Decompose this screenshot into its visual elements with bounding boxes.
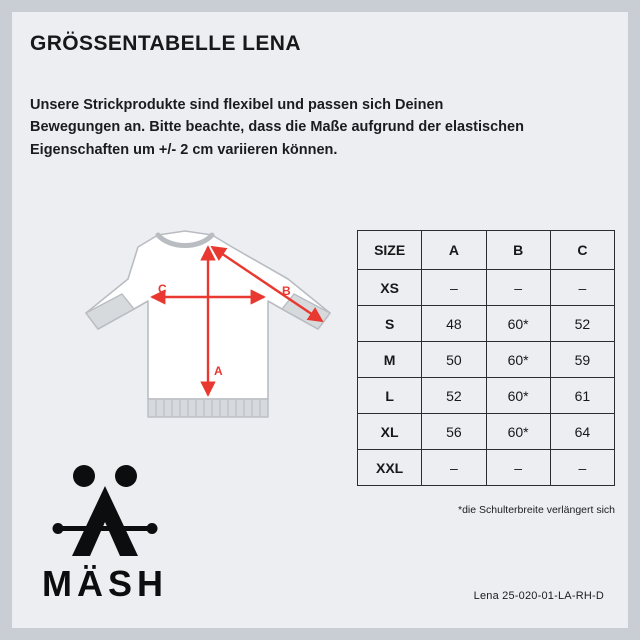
garment-diagram: [30, 217, 340, 437]
cell-size: M: [358, 342, 422, 378]
table-row: [358, 450, 615, 486]
size-table: [357, 230, 615, 486]
cell-c: 64: [550, 414, 614, 450]
logo-mark-icon: [53, 465, 158, 556]
cell-c: 59: [550, 342, 614, 378]
table-row: [358, 306, 615, 342]
cell-a: 56: [422, 414, 486, 450]
logo-wordmark: MÄSH: [42, 563, 168, 600]
cell-c: –: [550, 450, 614, 486]
cell-a: –: [422, 270, 486, 306]
cell-b: –: [486, 450, 550, 486]
table-footnote: *die Schulterbreite verlängert sich: [458, 504, 615, 516]
cell-a: –: [422, 450, 486, 486]
content-card: [12, 12, 628, 628]
table-header-row: [358, 231, 615, 270]
table-row: [358, 378, 615, 414]
intro-text: Unsere Strickprodukte sind flexibel und passen sich Deinen Bewegungen an. Bitte beachte, dass die Maße aufgrund der elastischen Eigenschaften um +/- 2 cm variieren können.: [30, 97, 524, 158]
column-header-a: A: [422, 231, 486, 270]
cell-a: 52: [422, 378, 486, 414]
cell-a: 48: [422, 306, 486, 342]
cell-b: –: [486, 270, 550, 306]
cell-size: XXL: [358, 450, 422, 486]
table-row: [358, 414, 615, 450]
article-number: Lena 25-020-01-LA-RH-D: [473, 590, 604, 602]
table-row: [358, 270, 615, 306]
cell-c: 61: [550, 378, 614, 414]
measure-a-label: A: [214, 364, 223, 378]
cell-size: XL: [358, 414, 422, 450]
column-header-c: C: [550, 231, 614, 270]
measure-b-label: B: [282, 284, 291, 298]
cell-b: 60*: [486, 414, 550, 450]
cell-c: 52: [550, 306, 614, 342]
cell-size: S: [358, 306, 422, 342]
cell-c: –: [550, 270, 614, 306]
cell-b: 60*: [486, 342, 550, 378]
column-header-size: SIZE: [358, 231, 422, 270]
page-title: GRÖSSENTABELLE LENA: [30, 32, 301, 55]
cell-a: 50: [422, 342, 486, 378]
measure-c-label: C: [158, 282, 167, 296]
cell-b: 60*: [486, 306, 550, 342]
table-row: [358, 342, 615, 378]
cell-b: 60*: [486, 378, 550, 414]
column-header-b: B: [486, 231, 550, 270]
size-table-wrap: [357, 230, 615, 486]
brand-logo: [42, 460, 182, 600]
cell-size: XS: [358, 270, 422, 306]
cell-size: L: [358, 378, 422, 414]
